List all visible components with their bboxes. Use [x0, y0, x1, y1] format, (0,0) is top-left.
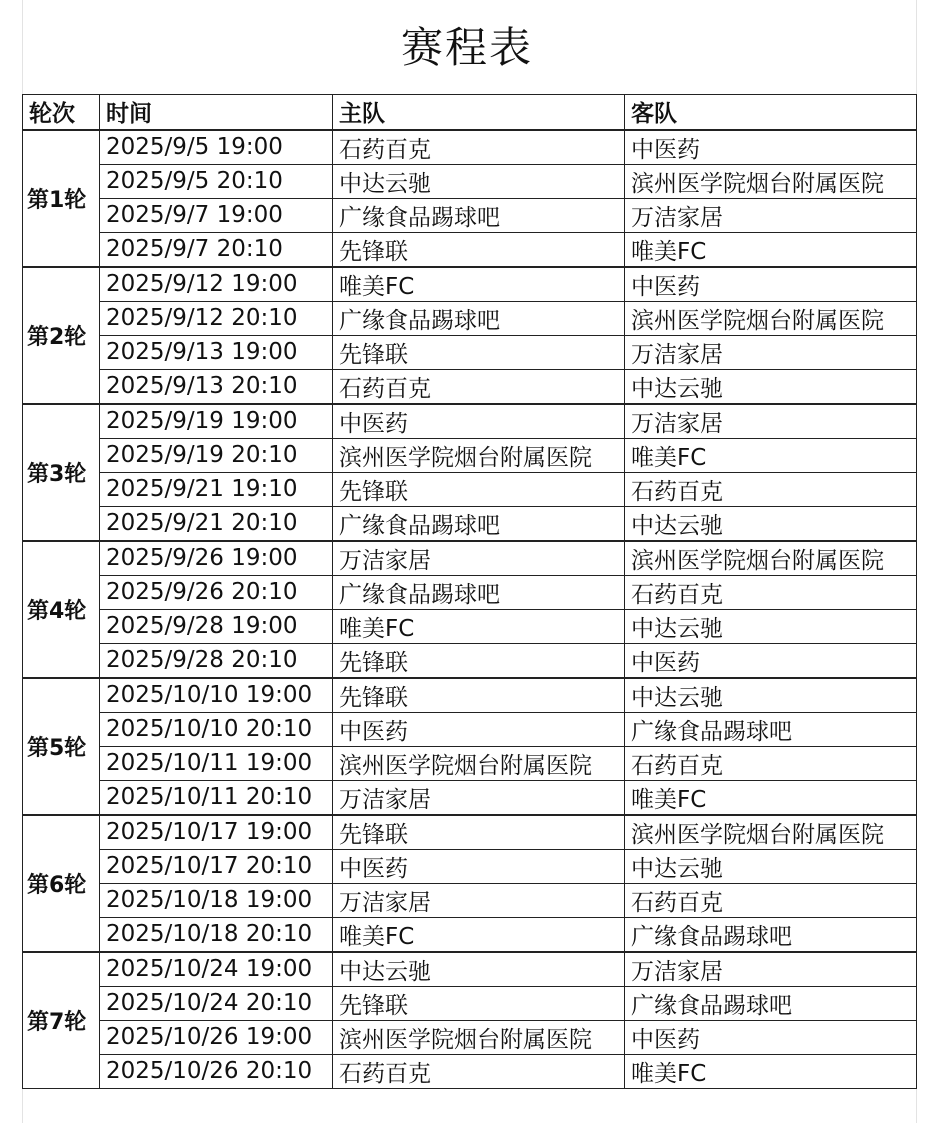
home-team-cell[interactable]: 中达云驰 [333, 164, 625, 198]
table-row [23, 883, 917, 917]
table-row [23, 369, 917, 404]
time-cell[interactable]: 2025/9/5 19:00 [100, 130, 333, 165]
away-team-cell[interactable]: 万洁家居 [625, 404, 917, 439]
home-team-cell[interactable]: 唯美FC [333, 267, 625, 302]
table-row [23, 849, 917, 883]
away-team-cell[interactable]: 中达云驰 [625, 849, 917, 883]
away-team-cell[interactable]: 滨州医学院烟台附属医院 [625, 541, 917, 576]
time-cell[interactable]: 2025/9/7 19:00 [100, 198, 333, 232]
home-team-cell[interactable]: 先锋联 [333, 472, 625, 506]
home-team-cell[interactable]: 广缘食品踢球吧 [333, 506, 625, 541]
away-team-cell[interactable]: 万洁家居 [625, 198, 917, 232]
page-title: 赛程表 [400, 23, 533, 72]
time-cell[interactable]: 2025/10/11 19:00 [100, 746, 333, 780]
time-cell[interactable]: 2025/10/11 20:10 [100, 780, 333, 815]
table-row [23, 130, 917, 165]
home-team-cell[interactable]: 唯美FC [333, 609, 625, 643]
time-cell[interactable]: 2025/9/5 20:10 [100, 164, 333, 198]
table-row [23, 506, 917, 541]
home-team-cell[interactable]: 中医药 [333, 404, 625, 439]
away-team-cell[interactable]: 唯美FC [625, 1054, 917, 1088]
away-team-cell[interactable]: 中医药 [625, 267, 917, 302]
time-cell[interactable]: 2025/9/13 19:00 [100, 335, 333, 369]
home-team-cell[interactable]: 滨州医学院烟台附属医院 [333, 746, 625, 780]
away-team-cell[interactable]: 石药百克 [625, 883, 917, 917]
header-row [23, 95, 917, 130]
home-team-cell[interactable]: 万洁家居 [333, 883, 625, 917]
home-team-cell[interactable]: 先锋联 [333, 986, 625, 1020]
away-team-cell[interactable]: 唯美FC [625, 780, 917, 815]
time-cell[interactable]: 2025/10/26 20:10 [100, 1054, 333, 1088]
home-team-cell[interactable]: 滨州医学院烟台附属医院 [333, 1020, 625, 1054]
table-row [23, 1020, 917, 1054]
table-row [23, 917, 917, 952]
time-cell[interactable]: 2025/10/17 19:00 [100, 815, 333, 850]
time-cell[interactable]: 2025/10/18 20:10 [100, 917, 333, 952]
away-team-cell[interactable]: 中医药 [625, 1020, 917, 1054]
home-team-cell[interactable]: 滨州医学院烟台附属医院 [333, 438, 625, 472]
home-team-cell[interactable]: 先锋联 [333, 678, 625, 713]
away-team-cell[interactable]: 滨州医学院烟台附属医院 [625, 301, 917, 335]
time-cell[interactable]: 2025/9/28 20:10 [100, 643, 333, 678]
header-time[interactable]: 时间 [100, 95, 333, 130]
table-row [23, 746, 917, 780]
time-cell[interactable]: 2025/10/17 20:10 [100, 849, 333, 883]
table-row [23, 164, 917, 198]
away-team-cell[interactable]: 广缘食品踢球吧 [625, 712, 917, 746]
time-cell[interactable]: 2025/9/28 19:00 [100, 609, 333, 643]
away-team-cell[interactable]: 中达云驰 [625, 506, 917, 541]
table-row [23, 609, 917, 643]
round-cell[interactable]: 第2轮 [23, 267, 100, 404]
table-row [23, 780, 917, 815]
away-team-cell[interactable]: 石药百克 [625, 472, 917, 506]
home-team-cell[interactable]: 中医药 [333, 849, 625, 883]
table-row [23, 712, 917, 746]
home-team-cell[interactable]: 唯美FC [333, 917, 625, 952]
header-home[interactable]: 主队 [333, 95, 625, 130]
away-team-cell[interactable]: 中达云驰 [625, 678, 917, 713]
round-cell[interactable]: 第7轮 [23, 952, 100, 1089]
away-team-cell[interactable]: 万洁家居 [625, 952, 917, 987]
header-round[interactable]: 轮次 [23, 95, 100, 130]
away-team-cell[interactable]: 滨州医学院烟台附属医院 [625, 164, 917, 198]
away-team-cell[interactable]: 广缘食品踢球吧 [625, 986, 917, 1020]
home-team-cell[interactable]: 广缘食品踢球吧 [333, 198, 625, 232]
away-team-cell[interactable]: 石药百克 [625, 746, 917, 780]
home-team-cell[interactable]: 万洁家居 [333, 541, 625, 576]
time-cell[interactable]: 2025/9/13 20:10 [100, 369, 333, 404]
time-cell[interactable]: 2025/10/24 20:10 [100, 986, 333, 1020]
time-cell[interactable]: 2025/9/21 20:10 [100, 506, 333, 541]
home-team-cell[interactable]: 先锋联 [333, 232, 625, 267]
time-cell[interactable]: 2025/9/21 19:10 [100, 472, 333, 506]
table-row [23, 1054, 917, 1088]
away-team-cell[interactable]: 唯美FC [625, 438, 917, 472]
table-row [23, 678, 917, 713]
table-row [23, 575, 917, 609]
home-team-cell[interactable]: 广缘食品踢球吧 [333, 575, 625, 609]
time-cell[interactable]: 2025/10/10 19:00 [100, 678, 333, 713]
time-cell[interactable]: 2025/9/26 19:00 [100, 541, 333, 576]
away-team-cell[interactable]: 广缘食品踢球吧 [625, 917, 917, 952]
away-team-cell[interactable]: 中医药 [625, 130, 917, 165]
away-team-cell[interactable]: 中达云驰 [625, 369, 917, 404]
home-team-cell[interactable]: 万洁家居 [333, 780, 625, 815]
table-row [23, 232, 917, 267]
round-cell[interactable]: 第5轮 [23, 678, 100, 815]
time-cell[interactable]: 2025/10/26 19:00 [100, 1020, 333, 1054]
away-team-cell[interactable]: 万洁家居 [625, 335, 917, 369]
header-away[interactable]: 客队 [625, 95, 917, 130]
round-cell[interactable]: 第6轮 [23, 815, 100, 952]
time-cell[interactable]: 2025/10/24 19:00 [100, 952, 333, 987]
away-team-cell[interactable]: 石药百克 [625, 575, 917, 609]
home-team-cell[interactable]: 广缘食品踢球吧 [333, 301, 625, 335]
round-cell[interactable]: 第3轮 [23, 404, 100, 541]
home-team-cell[interactable]: 石药百克 [333, 130, 625, 165]
home-team-cell[interactable]: 石药百克 [333, 1054, 625, 1088]
table-row [23, 541, 917, 576]
time-cell[interactable]: 2025/9/12 20:10 [100, 301, 333, 335]
table-row [23, 643, 917, 678]
time-cell[interactable]: 2025/9/19 19:00 [100, 404, 333, 439]
time-cell[interactable]: 2025/10/10 20:10 [100, 712, 333, 746]
away-team-cell[interactable]: 滨州医学院烟台附属医院 [625, 815, 917, 850]
table-row [23, 952, 917, 987]
schedule-table [22, 94, 917, 1089]
time-cell[interactable]: 2025/9/12 19:00 [100, 267, 333, 302]
home-team-cell[interactable]: 中医药 [333, 712, 625, 746]
table-row [23, 438, 917, 472]
table-row [23, 198, 917, 232]
table-row [23, 404, 917, 439]
table-row [23, 301, 917, 335]
time-cell[interactable]: 2025/9/7 20:10 [100, 232, 333, 267]
time-cell[interactable]: 2025/10/18 19:00 [100, 883, 333, 917]
round-cell[interactable]: 第4轮 [23, 541, 100, 678]
table-row [23, 472, 917, 506]
home-team-cell[interactable]: 先锋联 [333, 643, 625, 678]
home-team-cell[interactable]: 先锋联 [333, 815, 625, 850]
round-cell[interactable]: 第1轮 [23, 130, 100, 267]
away-team-cell[interactable]: 中医药 [625, 643, 917, 678]
away-team-cell[interactable]: 唯美FC [625, 232, 917, 267]
table-row [23, 335, 917, 369]
home-team-cell[interactable]: 先锋联 [333, 335, 625, 369]
home-team-cell[interactable]: 中达云驰 [333, 952, 625, 987]
time-cell[interactable]: 2025/9/19 20:10 [100, 438, 333, 472]
home-team-cell[interactable]: 石药百克 [333, 369, 625, 404]
table-row [23, 986, 917, 1020]
schedule-body [23, 130, 917, 1089]
table-row [23, 267, 917, 302]
table-row [23, 815, 917, 850]
time-cell[interactable]: 2025/9/26 20:10 [100, 575, 333, 609]
away-team-cell[interactable]: 中达云驰 [625, 609, 917, 643]
